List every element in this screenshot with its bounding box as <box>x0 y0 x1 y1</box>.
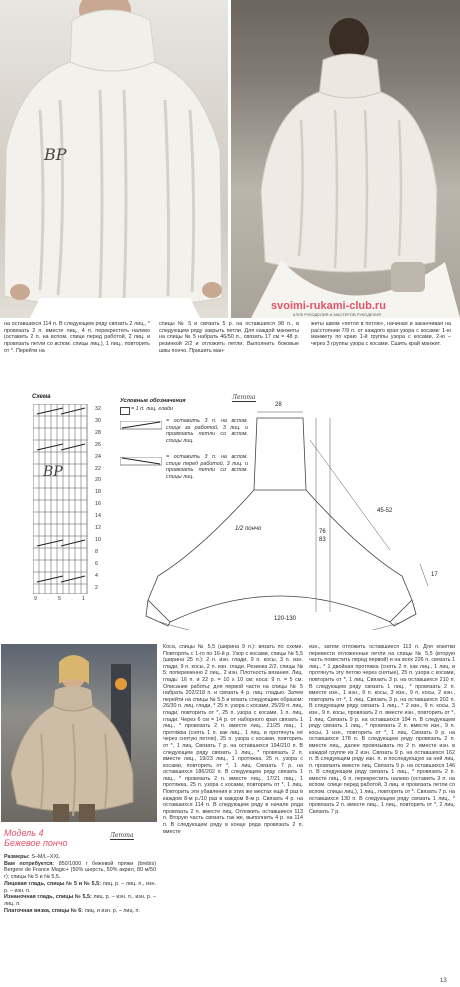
pattern-top-width: 28 <box>275 402 282 408</box>
row-number: 2 <box>95 584 98 591</box>
row-number: 12 <box>95 525 101 532</box>
row-number: 26 <box>95 441 101 448</box>
row-number: 16 <box>95 501 101 508</box>
page-number: 13 <box>440 978 447 984</box>
letta-watermark-1: Летта <box>232 394 256 401</box>
pattern-center-label: 1/2 пончо <box>235 526 262 532</box>
purl-label: Лицевая гладь, спицы № 5 и № 5,5: <box>4 880 101 887</box>
poncho-photo-front <box>0 0 228 318</box>
chart-title: Схема <box>32 394 51 400</box>
chart-bp-watermark: BP <box>43 464 63 480</box>
text-column-1: на оставшихся 114 п. В следующем ряду связать 2 лиц., * провязать 2 п. вместе лиц., 4 п. перекрестить налево (оставить 2 п. на вспом. спице перед работой, 2 лиц. и провязать петли со вспом. спицы лиц.), 1 лиц., повторить от *. Перейти на <box>4 321 150 354</box>
materials-block <box>4 854 156 914</box>
pattern-heights <box>319 528 326 544</box>
text-column-2: спицы № 5 и связать 5 р. на оставшихся 98 п., в следующем ряду закрыть петли. Для каждой манжеты на спицы № 5 набрать 46/50 п., связать 17 см = 48 р. резинкой 2/2 и отложить петли. Выполнить боковые швы пончо. Пришить ман- <box>159 321 299 354</box>
legend-swatch-knit <box>120 407 130 415</box>
sizes-value: S–M/L–XXL <box>31 854 61 860</box>
beige-poncho-photo <box>1 644 157 822</box>
row-number: 20 <box>95 477 101 484</box>
needed-value: 850/1000 г бежевой пряжи (brebis) Bergere de France Magic+ (50% шерсть, 50% акрил, 80 м/50 г); спицы № 5 и № 5,5. <box>4 860 156 881</box>
bp-watermark: BP <box>44 145 67 164</box>
pattern-height-2: 83 <box>319 537 326 543</box>
col-number: 1 <box>82 596 85 602</box>
row-number: 28 <box>95 429 101 436</box>
site-watermark-sub: КЛУБ РУКОДЕЛИЯ И МАСТЕРОВ РУКОДЕЛИЯ <box>293 312 381 317</box>
model-name: Бежевое пончо <box>4 838 68 848</box>
row-number: 4 <box>95 572 98 579</box>
legend-item-1: = 1 п. лиц. глади <box>131 406 173 412</box>
sizes-label: Размеры: <box>4 854 30 860</box>
garter-label: Платочная вязка, спицы № 6: <box>4 907 84 914</box>
chart-row-numbers <box>95 404 107 596</box>
model-heading <box>4 828 68 848</box>
legend-item-3: = оставить 3 п. на вспом. спице перед работой, 3 лиц. и провязать петли со вспом. спицы лиц. <box>166 454 248 481</box>
model-number: Модель 4 <box>4 828 44 838</box>
knit-value: лиц. р. – изн. п., изн. р. – лиц. п. <box>4 894 157 907</box>
row-number: 6 <box>95 560 98 567</box>
row-number: 8 <box>95 548 98 555</box>
pattern-diagonal: 45-52 <box>377 508 393 514</box>
instructions-column-3: изн., затем отложить оставшиеся 113 п. Для кокетки перевести отложенные петли на спицы № 5,5 (вторую часть поместить перед первой) и на всех 226 п. связать 1 лиц., * 1 двойная протяжка (снять 2 п. как лиц., 1 лиц. и протянуть эту петлю через снятые), 25 п. узора с косами, повторить от *, 1 лиц. Связать 3 р. на оставшихся 210 п. В следующем ряду связать 1 лиц., * провязать 2 п. вместе изн., 1 изн., 9 п. косы, 3 изн., 9 п. косы, 2 изн., повторить от *, 1 лиц. Связать 3 р. на оставшихся 202 п. В следующем ряду связать 1 лиц., * 2 изн., 9 п. косы, 3 изн., 9 п. косы, провязать 2 п. вместе изн., повторить от *, 1 лиц. Связать 9 р. на оставшихся 194 п. В следующем ряду связать 1 лиц., * провязать 2 п. вместе изн., 9 п. косы, 1 изн., повторить от *, 1 лиц. Связать 9 р. на оставшихся 178 п. В следующем ряду провязать 2 п. вместе лиц., далее провязывать по 2 п. вместе изн. в каждой группе из 2 изн. Связать 9 р. на оставшихся 162 п. В следующем ряду изн. п. и последующую за ней лиц. п. провязать вместе лиц. Связать 9 р. на оставшихся 146 п. В следующем ряду связать 1 лиц., * провязать 2 п. вместе лиц., 6 п. перекрестить налево (оставить 3 п. на вспом. спице перед работой, 3 лиц. и провязать петли со вспом. спицы лиц.), 1 лиц., повторить от *. Связать 7 р. на оставшихся 130 п. В следующем ряду связать 1 лиц., * провязать 2 п. вместе лиц., 1 лиц., повторить от *, 2 лиц. Связать 7 р. <box>309 644 455 815</box>
row-number: 18 <box>95 489 101 496</box>
legend-title: Условные обозначения <box>120 398 186 404</box>
garter-value: лиц. и изн. р. – лиц. п. <box>84 907 140 914</box>
row-number: 14 <box>95 513 101 520</box>
col-number: 5 <box>58 596 61 602</box>
col-number: 9 <box>34 596 37 602</box>
row-number: 22 <box>95 465 101 472</box>
instructions-column-2: Коса, спицы № 5,5 (ширина 9 п.): вязать по схеме. Повторять с 1-го по 16-й р. Узор с косами, спицы № 5,5 (ширина 25 п.): 2 п. изн. глади, 9 п. косы, 3 п. изн. глади, 9 п. косы, 2 п. изн. глади. Резинка 2/2, спицы № 5: попеременно 2 лиц., 2 изн. Плотность вязания. Лиц. гладь: 16 п. и 22 р. = 10 х 10 см; коса: 9 п. = 5 см. Описание работы: для первой части на спицы № 5 набрать 202/218 п. и связать 4 р. лиц. гладью. Затем перейти на спицы № 5,5 и вязать следующим образом: 26/30 п. лиц. глади, * 25 п. узора с косами, 25/29 п. лиц. глади, повторить от *, 25 п. узора с косами, 1 п. лиц. глади. Через 6 см = 14 р. от наборного края связать 1 лиц., * провязать 2 п. вместе лиц., 21/25 лиц., 1 протяжка (снять 1 п. как лиц., 1 лиц. и протянуть её через снятую петлю), 25 п. узора с косами, повторить от *, 1 лиц. Связать 7 р. на оставшихся 194/210 п. В следующем ряду связать 1 лиц., * провязать 2 п. вместе лиц., 19/23 лиц., 1 протяжка, 25 п. узора с косами, повторить от *, 1 лиц. Связать 7 р. на оставшихся 186/202 п. В следующем ряду связать 1 лиц., * провязать 2 п. вместе лиц., 17/21 лиц., 1 протяжка, 25 п. узора с косами, повторить от *, 1 лиц. Повторить эти убавления в этих же местах ещё 8 раз в каждом 8-м р./10 раз в каждом 8-м р. Связать 4 р. на оставшихся 114 п. В следующем ряду в начале ряда провязать 2 п. вместе лиц. Отложить оставшиеся 113 п. Вторую часть связать так же, выполнить 4 р. на 114 п. В следующем ряду в конце ряда провязать 2 п. вместе <box>163 644 303 835</box>
site-watermark: svoimi-rukami-club.ru <box>271 300 386 312</box>
purl-value: лиц. р. – лиц. п., изн. р. – изн. п. <box>4 880 156 894</box>
row-number: 10 <box>95 536 101 543</box>
legend-item-2: = оставить 3 п. на вспом. спице за работой, 3 лиц. и провязать петли со вспом. спицы лиц. <box>166 418 248 445</box>
knit-label: Изнаночная гладь, спицы № 5,5: <box>4 894 92 901</box>
poncho-schematic <box>140 400 458 630</box>
knitting-chart <box>33 404 95 594</box>
needed-label: Вам потребуется: <box>4 860 55 867</box>
row-number: 24 <box>95 453 101 460</box>
letta-watermark-2: Летта <box>110 832 134 839</box>
pattern-bottom-width: 120-130 <box>274 616 297 622</box>
pattern-height-1: 76 <box>319 529 326 535</box>
text-column-3: жеты швом «петля в петлю», начиная и заканчивая на расстоянии 7/9 п. от каждого края узора с косами: 1-ю манжету по краю 1-й группы узора с косами, 2-ю – через 3 группы узора с косами. Сшить край манжет. <box>311 321 451 348</box>
pattern-cuff: 17 <box>431 572 438 578</box>
row-number: 32 <box>95 406 101 412</box>
row-number: 30 <box>95 417 101 424</box>
poncho-photo-back <box>231 0 460 318</box>
